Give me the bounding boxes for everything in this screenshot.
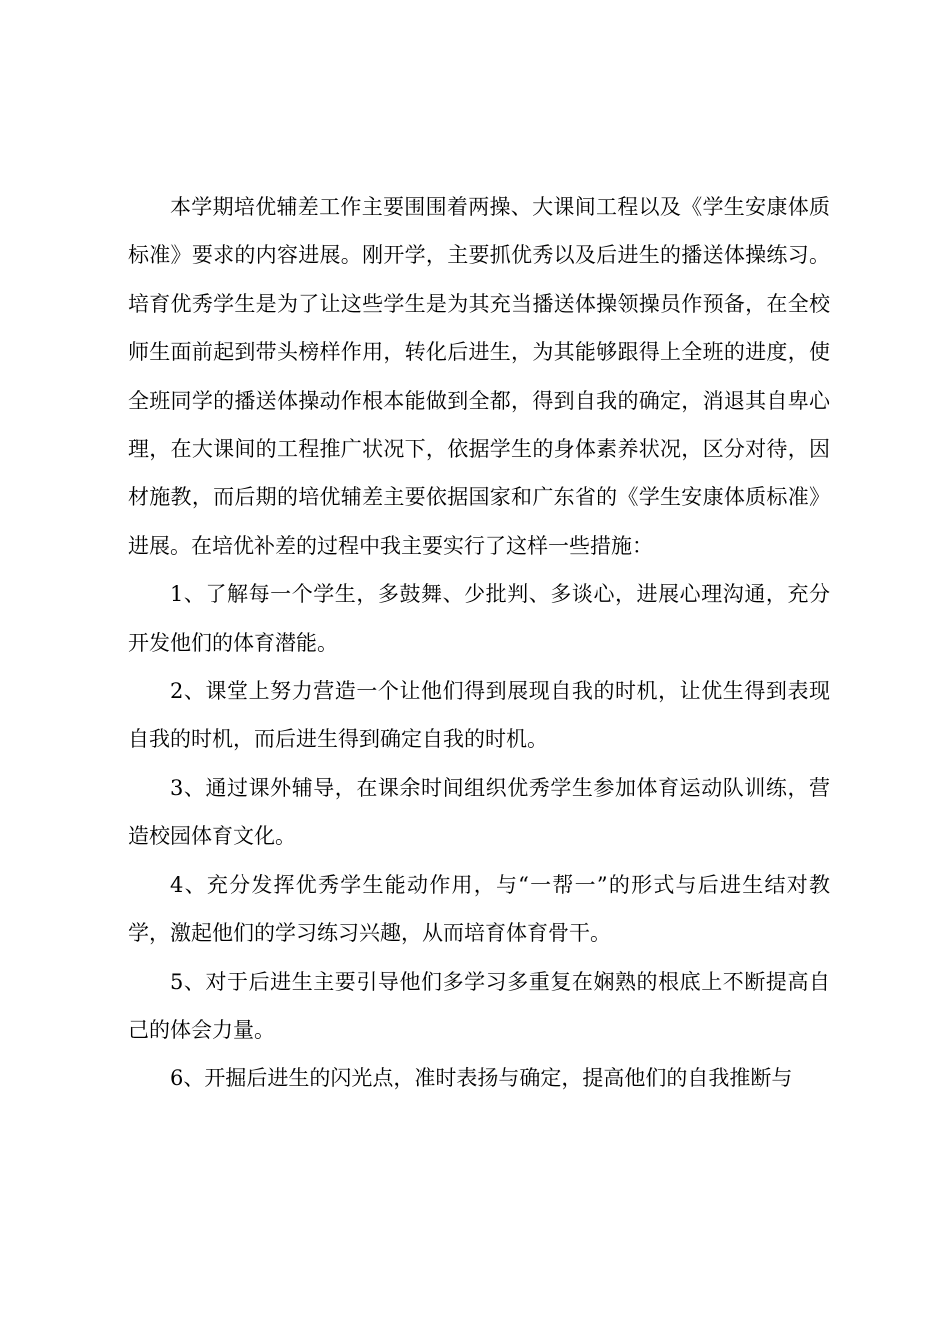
paragraph-intro: 本学期培优辅差工作主要围围着两操、大课间工程以及《学生安康体质标准》要求的内容进展。刚开学，主要抓优秀以及后进生的播送体操练习。培育优秀学生是为了让这些学生是为其充当播送体操领操员作预备，在全校师生面前起到带头榜样作用，转化后进生，为其能够跟得上全班的进度，使全班同学的播送体操动作根本能做到全都，得到自我的确定，消退其自卑心理，在大课间的工程推广状况下，依据学生的身体素养状况，区分对待，因材施教，而后期的培优辅差主要依据国家和广东省的《学生安康体质标准》进展。在培优补差的过程中我主要实行了这样一些措施： bbox=[128, 195, 830, 558]
paragraph-measure-3: 3、通过课外辅导，在课余时间组织优秀学生参加体育运动队训练，营造校园体育文化。 bbox=[128, 775, 830, 849]
paragraph-measure-4: 4、充分发挥优秀学生能动作用，与“一帮一”的形式与后进生结对教学，激起他们的学习练习兴趣，从而培育体育骨干。 bbox=[128, 872, 830, 946]
paragraph-measure-5: 5、对于后进生主要引导他们多学习多重复在娴熟的根底上不断提高自己的体会力量。 bbox=[128, 969, 830, 1042]
document-body bbox=[128, 183, 830, 1103]
paragraph-measure-2: 2、课堂上努力营造一个让他们得到展现自我的时机，让优生得到表现自我的时机，而后进生得到确定自我的时机。 bbox=[128, 679, 830, 752]
paragraph-measure-1: 1、了解每一个学生，多鼓舞、少批判、多谈心，进展心理沟通，充分开发他们的体育潜能。 bbox=[128, 582, 830, 655]
paragraph-measure-6: 6、开掘后进生的闪光点，准时表扬与确定，提高他们的自我推断与 bbox=[170, 1066, 793, 1091]
